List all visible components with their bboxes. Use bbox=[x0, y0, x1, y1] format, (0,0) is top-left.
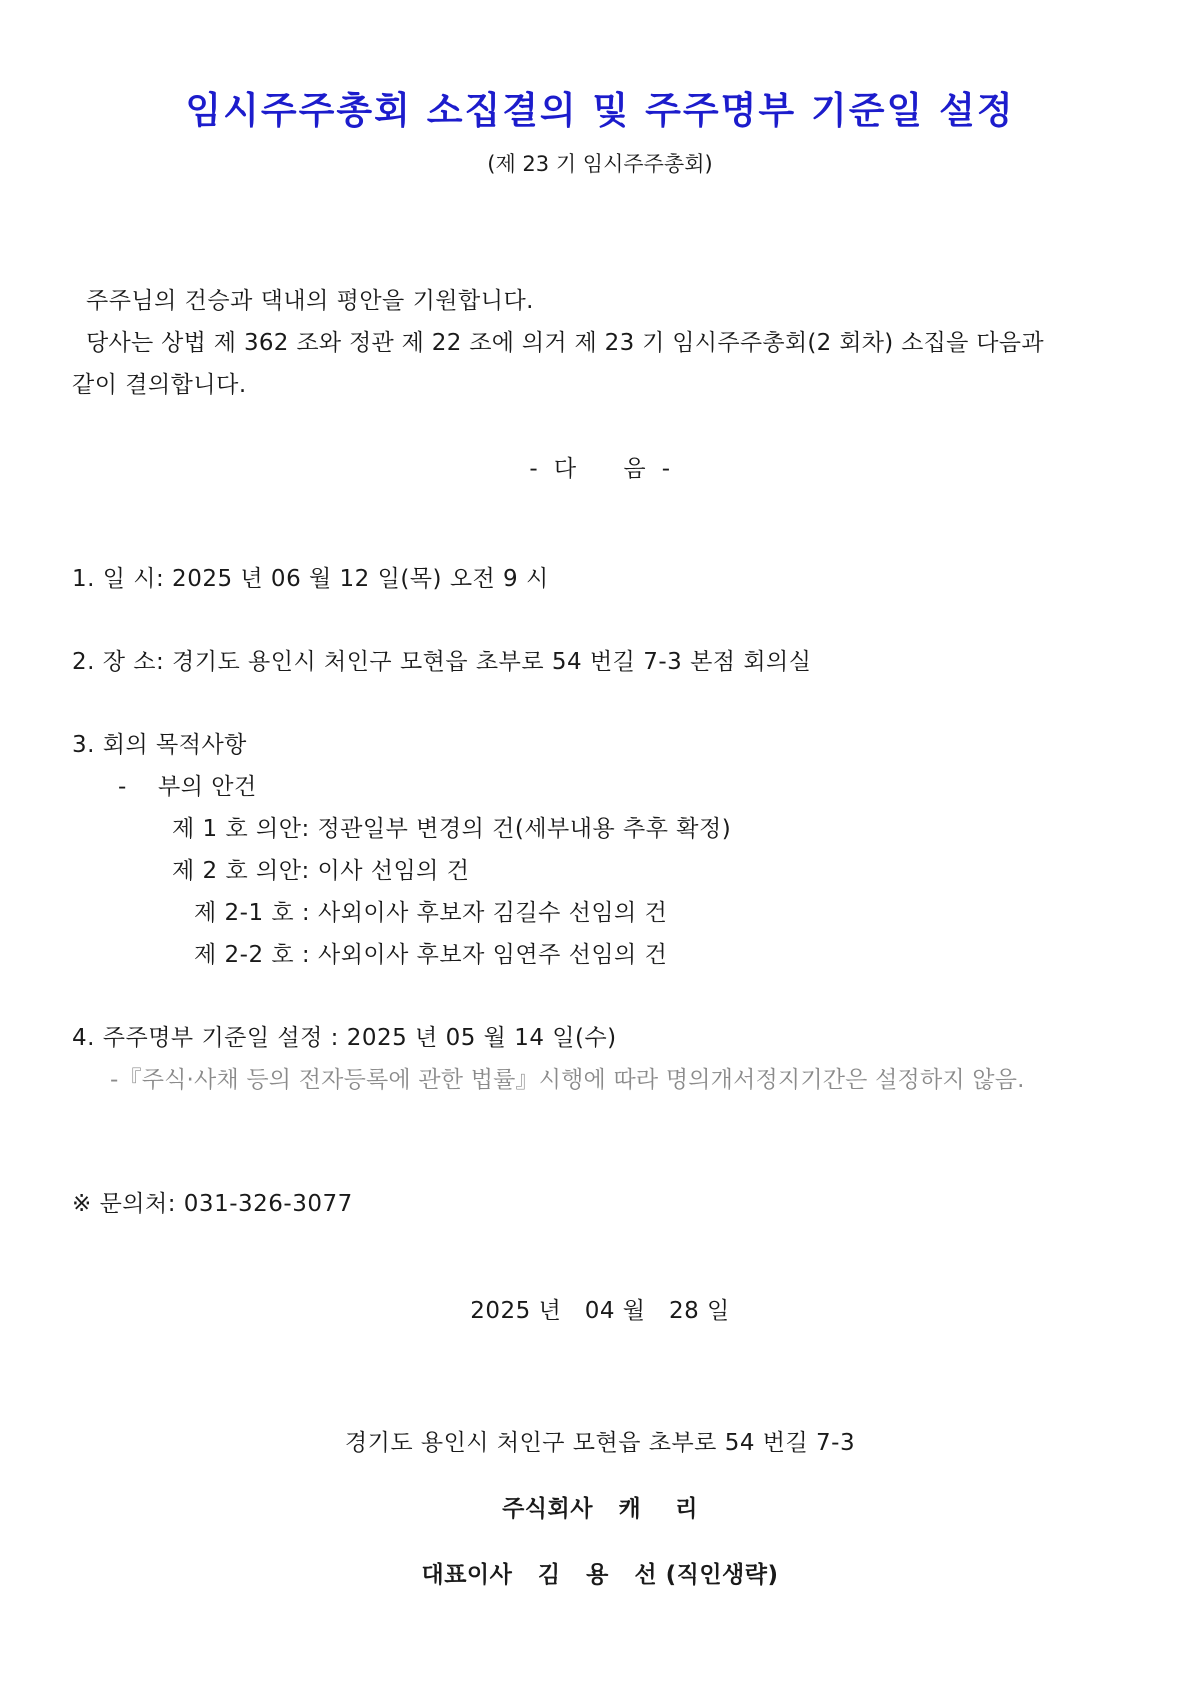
section-marker: - 다 음 - bbox=[529, 456, 671, 482]
company-name: 주식회사 캐 리 bbox=[502, 1496, 698, 1522]
item-place: 2. 장 소: 경기도 용인시 처인구 모현읍 초부로 54 번길 7-3 본점 회의실 bbox=[72, 649, 812, 675]
agenda-item-1: 제 1 호 의안: 정관일부 변경의 건(세부내용 추후 확정) bbox=[172, 816, 732, 842]
agenda-item-2-2: 제 2-2 호 : 사외이사 후보자 임연주 선임의 건 bbox=[194, 942, 668, 968]
item-record-date: 4. 주주명부 기준일 설정 : 2025 년 05 월 14 일(수) bbox=[72, 1025, 617, 1051]
ceo-signature: 대표이사 김 용 선 (직인생략) bbox=[421, 1562, 779, 1588]
agenda-item-2: 제 2 호 의안: 이사 선임의 건 bbox=[172, 858, 470, 884]
intro-line-2: 같이 결의합니다. bbox=[72, 372, 247, 398]
company-address: 경기도 용인시 처인구 모현읍 초부로 54 번길 7-3 bbox=[344, 1430, 856, 1456]
record-date-note: -『주식·사채 등의 전자등록에 관한 법률』시행에 따라 명의개서정지기간은 설정하지 않음. bbox=[110, 1067, 1025, 1093]
item-datetime: 1. 일 시: 2025 년 06 월 12 일(목) 오전 9 시 bbox=[72, 566, 549, 592]
document-subtitle: (제 23 기 임시주주총회) bbox=[487, 152, 713, 176]
item-agenda-heading: 3. 회의 목적사항 bbox=[72, 732, 247, 758]
intro-line-1: 당사는 상법 제 362 조와 정관 제 22 조에 의거 제 23 기 임시주주총회(2 회차) 소집을 다음과 bbox=[86, 330, 1044, 356]
agenda-subheading: - 부의 안건 bbox=[118, 774, 257, 800]
document-date: 2025 년 04 월 28 일 bbox=[470, 1298, 730, 1324]
agenda-item-2-1: 제 2-1 호 : 사외이사 후보자 김길수 선임의 건 bbox=[194, 900, 668, 926]
document-title: 임시주주총회 소집결의 및 주주명부 기준일 설정 bbox=[185, 89, 1015, 132]
greeting-text: 주주님의 건승과 댁내의 평안을 기원합니다. bbox=[86, 288, 534, 314]
contact-info: ※ 문의처: 031-326-3077 bbox=[72, 1191, 353, 1217]
